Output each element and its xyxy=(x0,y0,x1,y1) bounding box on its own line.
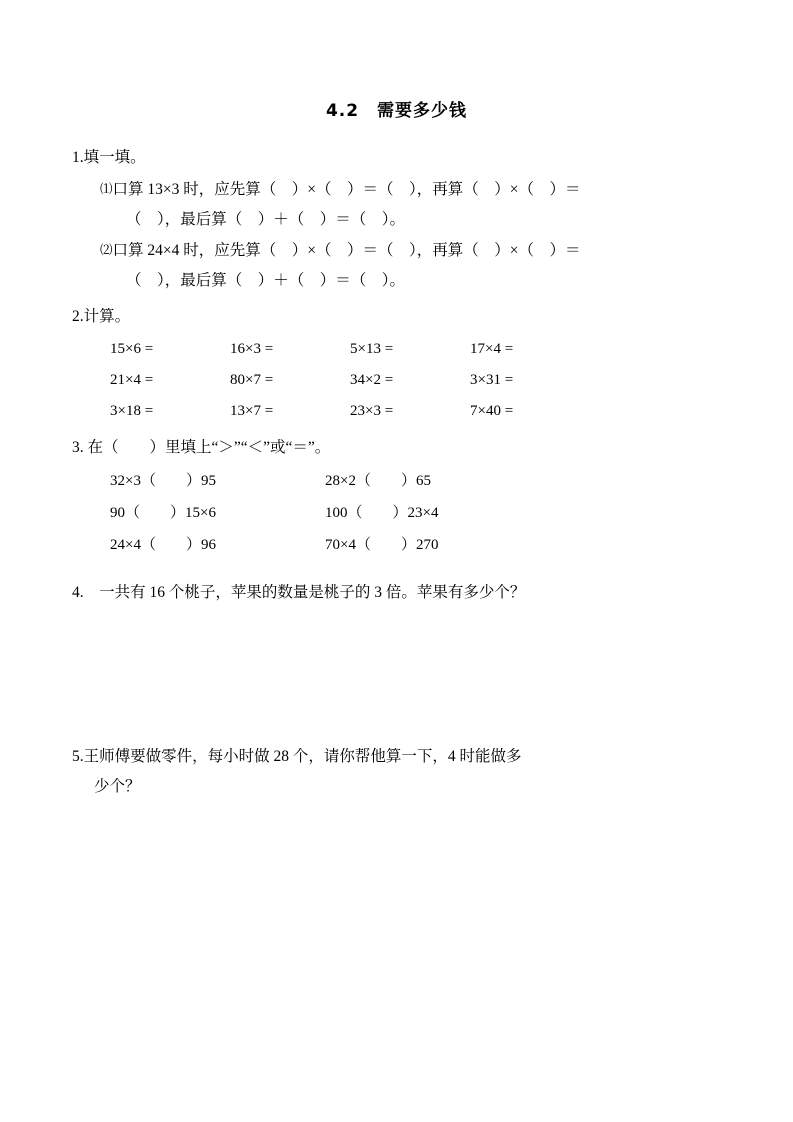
calc-row xyxy=(110,334,721,365)
calc-cell: 80×7 = xyxy=(230,372,274,389)
answer-space-4 xyxy=(72,608,721,726)
question-1-item-2 xyxy=(100,236,721,296)
item-line-1: 口算 24×4 时，应先算（ ）×（ ）＝（ ），再算（ ）×（ ）＝ xyxy=(112,241,581,259)
question-4-text: 4. 一共有 16 个桃子，苹果的数量是桃子的 3 倍。苹果有多少个？ xyxy=(72,583,526,601)
compare-row xyxy=(110,465,721,497)
calc-cell: 3×18 = xyxy=(110,402,154,419)
question-2-block xyxy=(72,302,721,426)
calc-cell: 7×40 = xyxy=(470,402,514,419)
calc-cell: 16×3 = xyxy=(230,341,274,358)
compare-cell: 90（ ）15×6 xyxy=(110,505,216,522)
item-marker: ⑵ xyxy=(100,242,113,257)
question-2-heading: 2.计算。 xyxy=(72,308,131,326)
question-5-block xyxy=(72,742,721,802)
calc-cell: 15×6 = xyxy=(110,341,154,358)
item-line-2: （ ），最后算（ ）＋（ ）＝（ ）。 xyxy=(126,271,406,289)
question-1-block xyxy=(72,143,721,296)
calc-cell: 5×13 = xyxy=(350,341,394,358)
calc-cell: 23×3 = xyxy=(350,402,394,419)
calc-cell: 3×31 = xyxy=(470,372,514,389)
page-title: 4.2 需要多少钱 xyxy=(325,101,468,121)
item-line-1: 口算 13×3 时，应先算（ ）×（ ）＝（ ），再算（ ）×（ ）＝ xyxy=(112,181,581,199)
compare-row xyxy=(110,497,721,529)
question-4-block xyxy=(72,578,721,608)
calc-row xyxy=(110,396,721,427)
calc-cell: 17×4 = xyxy=(470,341,514,358)
compare-cell: 24×4（ ）96 xyxy=(110,537,216,554)
question-5-line-2: 少个？ xyxy=(94,777,141,795)
compare-cell: 70×4（ ）270 xyxy=(325,537,439,554)
item-line-2: （ ），最后算（ ）＋（ ）＝（ ）。 xyxy=(126,211,406,229)
question-1-item-1 xyxy=(100,175,721,235)
calc-row xyxy=(110,365,721,396)
compare-cell: 28×2（ ）65 xyxy=(325,472,431,489)
question-3-heading: 3. 在（ ）里填上“＞”“＜”或“＝”。 xyxy=(72,438,331,456)
calc-cell: 13×7 = xyxy=(230,402,274,419)
calc-cell: 34×2 = xyxy=(350,372,394,389)
question-5-line-1: 5.王师傅要做零件，每小时做 28 个，请你帮他算一下，4 时能做多 xyxy=(72,747,522,765)
compare-cell: 32×3（ ）95 xyxy=(110,472,216,489)
question-3-block xyxy=(72,433,721,562)
question-1-heading: 1.填一填。 xyxy=(72,149,146,166)
compare-cell: 100（ ）23×4 xyxy=(325,505,439,522)
item-marker: ⑴ xyxy=(100,182,113,197)
compare-row xyxy=(110,529,721,561)
calc-cell: 21×4 = xyxy=(110,372,154,389)
